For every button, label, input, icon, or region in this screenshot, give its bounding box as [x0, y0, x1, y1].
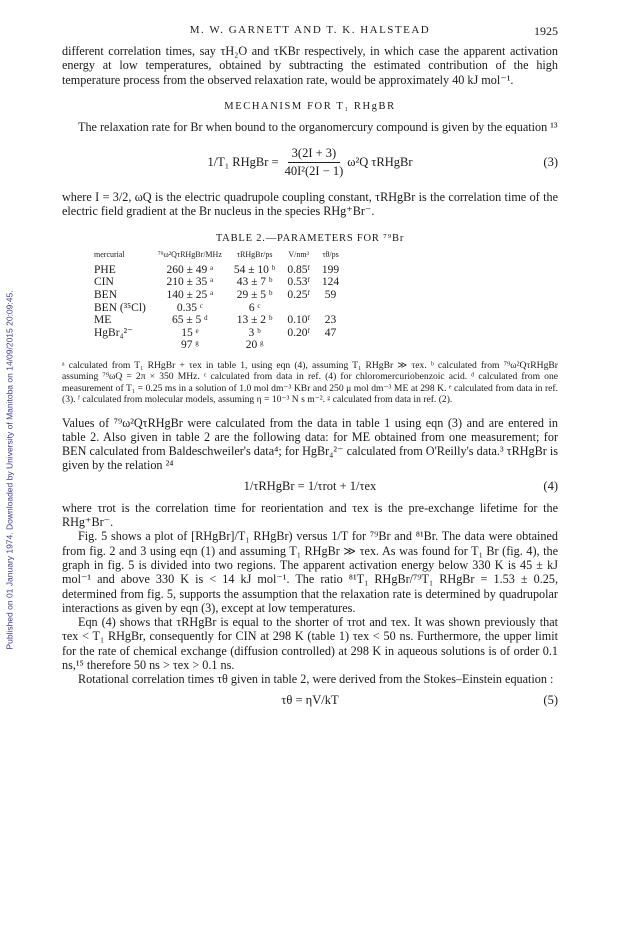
table-cell: BEN — [94, 288, 117, 301]
table-cell — [88, 339, 152, 352]
table-header-cell: mercurial — [94, 249, 125, 259]
table-cell: 260 ± 49 ᵃ — [166, 263, 214, 276]
table-cell: 6 ᶜ — [248, 301, 261, 314]
table-header-cell: τθ/ps — [322, 249, 339, 259]
table-header-cell: V/nm³ — [288, 249, 309, 259]
equation-3-denominator: 40I²(2I − 1) — [284, 163, 344, 178]
table-cell: 97 ᵍ — [180, 339, 199, 352]
table-cell: 199 — [321, 263, 340, 276]
table-2-title: TABLE 2.—PARAMETERS FOR ⁷⁹Br — [215, 232, 405, 244]
table-cell: 29 ± 5 ᵇ — [236, 288, 273, 301]
table-cell: 13 ± 2 ᵇ — [236, 314, 273, 327]
table-row — [88, 264, 345, 277]
equation-3 — [62, 140, 558, 184]
equation-5 — [62, 693, 558, 711]
table-cell: CIN — [94, 276, 114, 289]
table-cell: 0.20ᶠ — [287, 326, 310, 339]
table-row — [88, 289, 345, 302]
equation-3-lhs: 1/T₁ RHgBr = — [207, 154, 279, 169]
table-row — [88, 314, 345, 327]
table-cell: 0.25ᶠ — [287, 288, 310, 301]
table-cell: 0.53ᶠ — [287, 276, 310, 289]
table-cell: 65 ± 5 ᵈ — [171, 314, 208, 327]
table-row — [88, 339, 345, 352]
table-row — [88, 276, 345, 289]
table-cell: 59 — [324, 288, 337, 301]
equation-3-numerator: 3(2I + 3) — [288, 146, 341, 163]
table-2-footnotes: ᵃ calculated from T₁ RHgBr + τex in table 1, using eqn (4), assuming T₁ RHgBr ≫ τex. ᵇ calculated from ⁷⁹ω²QτRHgBr assuming ⁷⁹ωQ = 2π × 350 MHz. ᶜ calculated from data in ref. (4) for chloromercuriobenzoic acid. ᵈ calculated from one measurement of T₁ = 0.25 ms in a solution of 1.0 mol dm⁻³ KBr and 250 μ mol dm⁻³ ME at 298 K. ᵉ calculated from data in ref. (3). ᶠ calculated from molecular models, assuming η = 10⁻³ N s m⁻². ᵍ calculated from data in ref. (2). — [62, 359, 558, 406]
equation-5-body: τθ = ηV/kT — [281, 692, 339, 707]
paragraph-where-trot: where τrot is the correlation time for reorientation and τex is the pre-exchange lifetime for the RHg⁺Br⁻. — [62, 500, 558, 530]
running-header — [62, 24, 558, 44]
table-2 — [88, 250, 345, 352]
table-cell: 54 ± 10 ᵇ — [233, 263, 276, 276]
journal-page — [62, 24, 558, 715]
table-cell: 23 — [324, 314, 337, 327]
table-cell: 47 — [324, 326, 337, 339]
table-cell: 0.85ᶠ — [287, 263, 310, 276]
equation-3-number: (3) — [543, 154, 558, 169]
paragraph-continuation: different correlation times, say τH₂O and τKBr respectively, in which case the apparent activation energy at low temperatures, obtained by subtracting the estimated contribution of the high temperature process from the observed relaxation rate, would be approximately 40 kJ mol⁻¹. — [62, 44, 558, 87]
table-cell — [281, 339, 316, 352]
table-cell: 15 ᵉ — [181, 326, 199, 339]
table-cell: 0.35 ᶜ — [176, 301, 203, 314]
equation-4 — [62, 479, 558, 497]
equation-3-rhs: ω²Q τRHgBr — [347, 154, 413, 169]
equation-3-fraction — [285, 146, 344, 179]
table-cell: 140 ± 25 ᵃ — [166, 288, 214, 301]
table-header-cell: ⁷⁹ω²QτRHgBr/MHz — [157, 249, 222, 259]
equation-4-number: (4) — [543, 478, 558, 493]
table-cell: 43 ± 7 ᵇ — [236, 276, 273, 289]
download-watermark: Published on 01 January 1974. Downloaded by University of Manitoba on 14/09/2015 20:09:45. — [5, 290, 16, 650]
paragraph-values: Values of ⁷⁹ω²QτRHgBr were calculated from the data in table 1 using eqn (3) and are entered in table 2. Also given in table 2 are the following data: for ME obtained from one measurement; for BEN calculated from Baldeschweiler's data⁴; for HgBr₄²⁻ calculated from O'Reilly's data.³ τRHgBr is given by the relation ²⁴ — [62, 415, 558, 473]
table-cell — [316, 302, 345, 315]
table-cell: 3 ᵇ — [248, 326, 261, 339]
table-cell: 124 — [321, 276, 340, 289]
paragraph-fig5: Fig. 5 shows a plot of [RHgBr]/T₁ RHgBr) versus 1/T for ⁷⁹Br and ⁸¹Br. The data were obtained from fig. 2 and 3 using eqn (1) and assuming T₁ RHgBr ≫ τex. As was found for T₁ Br (fig. 4), the graph in fig. 5 is divided into two regions. The apparent activation energy below 330 K is 45 ± kJ mol⁻¹ and above 330 K is < 14 kJ mol⁻¹. The ratio ⁸¹T₁ RHgBr/⁷⁹T₁ RHgBr = 1.53 ± 0.25, determined from fig. 5, supports the assumption that the relaxation rate is determined by quadrupolar interactions as given by eqn (3), except at low temperatures. — [62, 529, 558, 615]
running-header-authors: M. W. GARNETT AND T. K. HALSTEAD — [189, 24, 431, 36]
equation-5-number: (5) — [543, 692, 558, 707]
page-number: 1925 — [534, 24, 558, 38]
paragraph-eqn4: Eqn (4) shows that τRHgBr is equal to the shorter of τrot and τex. It was shown previously that τex < T₁ RHgBr, consequently for CIN at 298 K (table 1) τex < 50 ns. Furthermore, the upper limit for the rate of chemical exchange (diffusion controlled) at 298 K in aqueous solutions is of order 0.1 ns,¹⁵ therefore 50 ns > τex > 0.1 ns. — [62, 615, 558, 673]
table-cell: ME — [94, 314, 112, 327]
table-header-cell: τRHgBr/ps — [236, 249, 273, 259]
table-cell — [281, 302, 316, 315]
table-cell: BEN (³⁵Cl) — [94, 301, 146, 314]
table-cell: HgBr₄²⁻ — [94, 326, 134, 339]
table-cell — [316, 339, 345, 352]
table-cell: 0.10ᶠ — [287, 314, 310, 327]
table-row — [88, 302, 345, 315]
paragraph-stokes-einstein: Rotational correlation times τθ given in table 2, were derived from the Stokes–Einstein equation : — [78, 672, 554, 687]
section-heading: MECHANISM FOR T₁ RHgBR — [224, 100, 396, 112]
paragraph-definitions: where I = 3/2, ωQ is the electric quadrupole coupling constant, τRHgBr is the correlation time of the electric field gradient at the Br nucleus in the species RHg⁺Br⁻. — [62, 190, 558, 219]
paragraph-relaxation-rate: The relaxation rate for Br when bound to the organomercury compound is given by the equation ¹³ — [78, 119, 558, 134]
equation-4-body: 1/τRHgBr = 1/τrot + 1/τex — [243, 478, 377, 493]
table-cell: 210 ± 35 ᵃ — [166, 276, 214, 289]
table-cell: 20 ᵍ — [245, 339, 264, 352]
table-header-row — [88, 250, 345, 264]
table-row — [88, 327, 345, 340]
table-cell: PHE — [94, 263, 116, 276]
